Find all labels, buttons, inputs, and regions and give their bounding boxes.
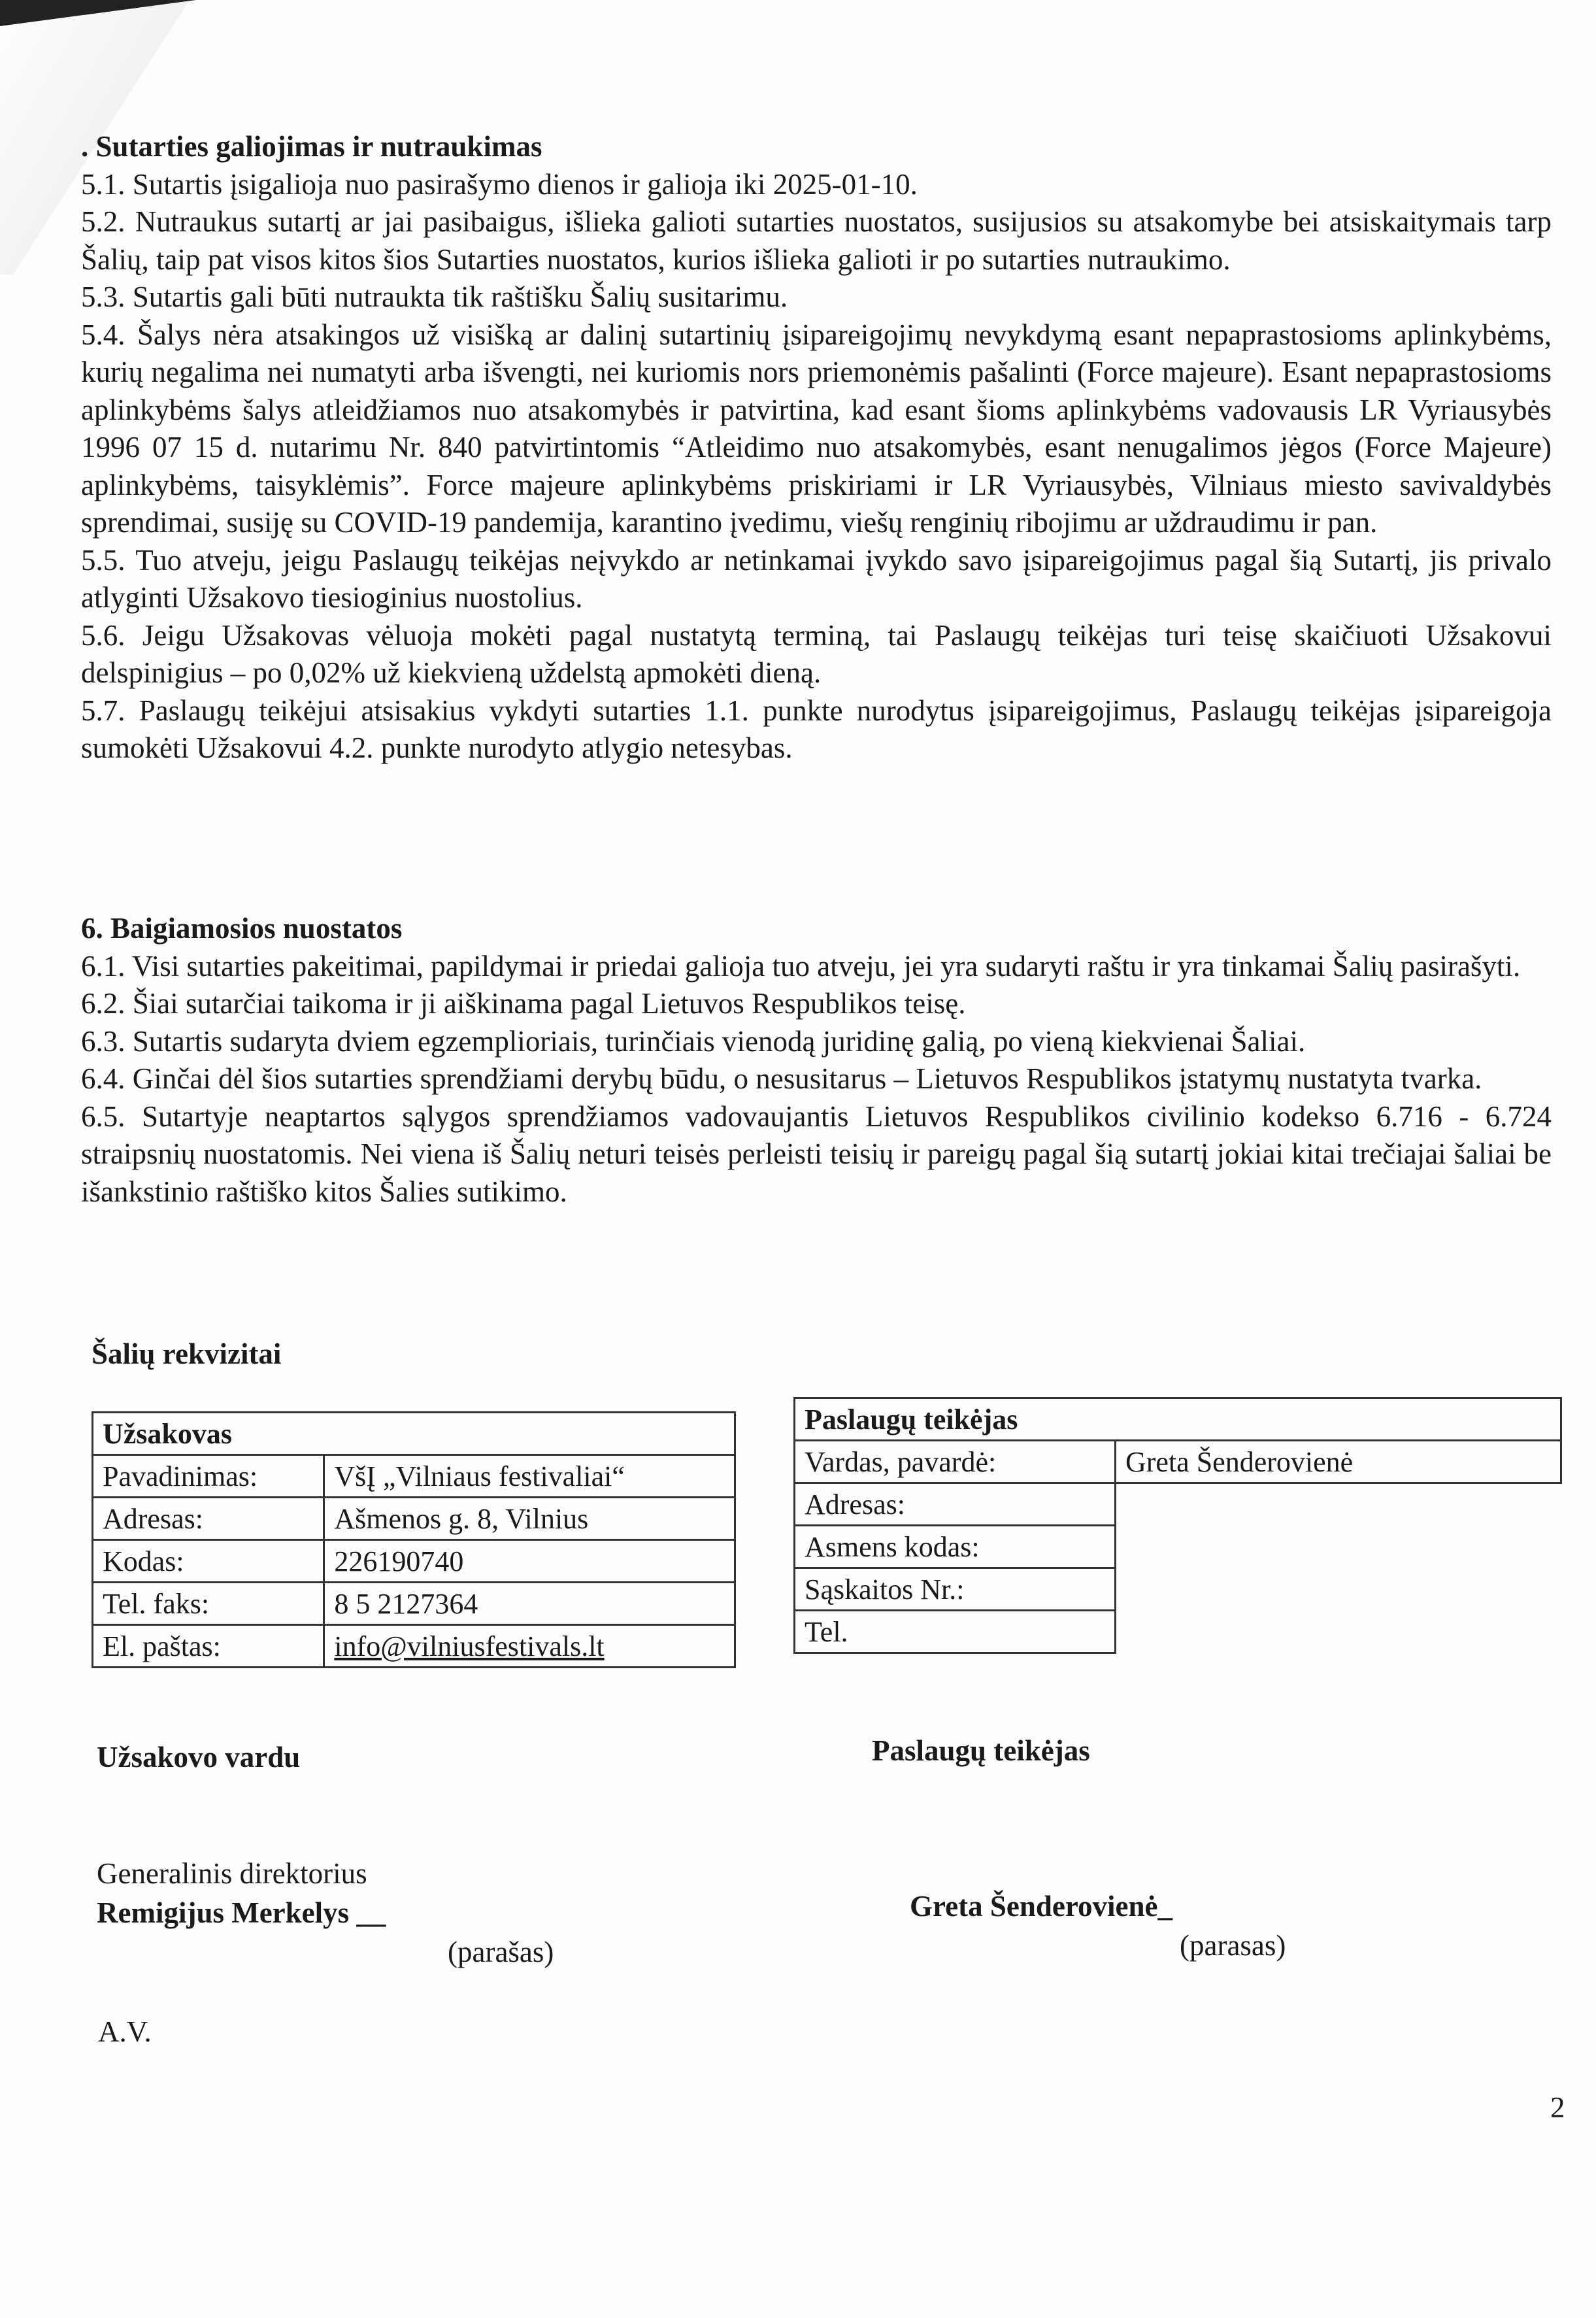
- row-value: 8 5 2127364: [324, 1583, 735, 1625]
- table-row: [795, 1526, 1561, 1568]
- row-label: Sąskaitos Nr.:: [795, 1568, 1116, 1611]
- row-value: [1116, 1483, 1561, 1526]
- provider-name: Greta Šenderovienė_: [910, 1890, 1173, 1923]
- table-row: [795, 1568, 1561, 1611]
- provider-table: [793, 1397, 1562, 1654]
- section-6-heading: 6. Baigiamosios nuostatos: [81, 912, 403, 945]
- table-row: [93, 1455, 735, 1498]
- row-value: [1116, 1611, 1561, 1653]
- provider-sign-label: (parasas): [1180, 1929, 1286, 1962]
- table-row: [93, 1583, 735, 1625]
- clause-6-4: 6.4. Ginčai dėl šios sutarties sprendžiami derybų būdu, o nesusitarus – Lietuvos Respublikos įstatymų nustatyta tvarka.: [81, 1062, 1482, 1095]
- customer-signature-heading: Užsakovo vardu: [97, 1741, 301, 1773]
- clause-5-6: 5.6. Jeigu Užsakovas vėluoja mokėti pagal nustatytą terminą, tai Paslaugų teikėjas turi teisę skaičiuoti Užsakovui delspinigius – po 0,02% už kiekvieną uždelstą apmokėti dieną.: [81, 618, 1552, 689]
- row-label: Tel. faks:: [93, 1583, 324, 1625]
- section-5: [81, 128, 1552, 767]
- customer-role: Generalinis direktorius: [97, 1857, 367, 1890]
- customer-sign-label: (parašas): [448, 1936, 554, 1968]
- customer-table-title: Užsakovas: [93, 1413, 735, 1455]
- page-number: 2: [1550, 2091, 1565, 2124]
- clause-5-5: 5.5. Tuo atveju, jeigu Paslaugų teikėjas neįvykdo ar netinkamai įvykdo savo įsipareigojimus pagal šią Sutartį, jis privalo atlyginti Užsakovo tiesioginius nuostolius.: [81, 543, 1552, 614]
- clause-5-2: 5.2. Nutraukus sutartį ar jai pasibaigus, išlieka galioti sutarties nuostatos, susijusios su atsakomybe bei atsiskaitymais tarp Šalių, taip pat visos kitos šios Sutarties nuostatos, kurios išlieka galioti ir po sutarties nutraukimo.: [81, 205, 1552, 276]
- clause-5-7: 5.7. Paslaugų teikėjui atsisakius vykdyti sutarties 1.1. punkte nurodytus įsipareigojimus, Paslaugų teikėjas įsipareigoja sumokėti Užsakovui 4.2. punkte nurodyto atlygio netesybas.: [81, 694, 1552, 764]
- customer-name: Remigijus Merkelys __: [97, 1896, 386, 1929]
- table-row: [93, 1540, 735, 1583]
- row-label: Kodas:: [93, 1540, 324, 1583]
- table-row: [795, 1441, 1561, 1483]
- row-value: [1116, 1526, 1561, 1568]
- row-label: El. paštas:: [93, 1625, 324, 1668]
- table-row: [795, 1611, 1561, 1653]
- row-value: Ašmenos g. 8, Vilnius: [324, 1498, 735, 1540]
- provider-signature-heading: Paslaugų teikėjas: [872, 1734, 1090, 1767]
- table-row: [93, 1498, 735, 1540]
- scan-corner: [0, 0, 196, 26]
- row-label: Asmens kodas:: [795, 1526, 1116, 1568]
- row-value: 226190740: [324, 1540, 735, 1583]
- clause-5-1: 5.1. Sutartis įsigalioja nuo pasirašymo dienos ir galioja iki 2025-01-10.: [81, 167, 918, 201]
- clause-6-1: 6.1. Visi sutarties pakeitimai, papildymai ir priedai galioja tuo atveju, jei yra sudaryti raštu ir yra tinkamai Šalių pasirašyti.: [81, 949, 1521, 983]
- clause-5-3: 5.3. Sutartis gali būti nutraukta tik raštišku Šalių susitarimu.: [81, 280, 788, 313]
- email-link[interactable]: info@vilniusfestivals.lt: [324, 1625, 735, 1668]
- requisites-heading: Šalių rekvizitai: [91, 1337, 282, 1370]
- row-label: Adresas:: [93, 1498, 324, 1540]
- clause-6-3: 6.3. Sutartis sudaryta dviem egzemplioriais, turinčiais vienodą juridinę galią, po vieną kiekvienai Šaliai.: [81, 1024, 1306, 1058]
- provider-table-title: Paslaugų teikėjas: [795, 1398, 1561, 1441]
- row-value: VšĮ „Vilniaus festivaliai“: [324, 1455, 735, 1498]
- row-value: Greta Šenderovienė: [1116, 1441, 1561, 1483]
- row-label: Adresas:: [795, 1483, 1116, 1526]
- clause-6-5: 6.5. Sutartyje neaptartos sąlygos sprendžiamos vadovaujantis Lietuvos Respublikos civilinio kodekso 6.716 - 6.724 straipsnių nuostatomis. Nei viena iš Šalių neturi teisės perleisti teisių ir pareigų pagal šią sutartį jokiai kitai trečiajai šaliai be išankstinio raštiško kitos Šalies sutikimo.: [81, 1100, 1552, 1208]
- clause-6-2: 6.2. Šiai sutarčiai taikoma ir ji aiškinama pagal Lietuvos Respublikos teisę.: [81, 987, 966, 1020]
- row-label: Vardas, pavardė:: [795, 1441, 1116, 1483]
- section-5-heading: . Sutarties galiojimas ir nutraukimas: [81, 130, 542, 163]
- clause-5-4: 5.4. Šalys nėra atsakingos už visišką ar dalinį sutartinių įsipareigojimų nevykdymą esant nepaprastosioms aplinkybėms, kurių negalima nei numatyti arba išvengti, nei kuriomis nors priemonėmis pašalinti (Force majeure). Esant nepaprastosioms aplinkybėms šalys atleidžiamos nuo atsakomybės ir patvirtina, kad esant šioms aplinkybėms vadovausis LR Vyriausybės 1996 07 15 d. nutarimu Nr. 840 patvirtintomis “Atleidimo nuo atsakomybės, esant nenugalimos jėgos (Force Majeure) aplinkybėms, taisyklėmis”. Force majeure aplinkybėms priskiriami ir LR Vyriausybės, Vilniaus miesto savivaldybės sprendimai, susiję su COVID-19 pandemija, karantino įvedimu, viešų renginių ribojimu ar uždraudimu ir pan.: [81, 318, 1552, 539]
- row-value: [1116, 1568, 1561, 1611]
- table-row: [795, 1483, 1561, 1526]
- row-label: Tel.: [795, 1611, 1116, 1653]
- table-row: [93, 1625, 735, 1668]
- stamp-label: A.V.: [98, 2015, 152, 2048]
- section-6: [81, 910, 1552, 1211]
- row-label: Pavadinimas:: [93, 1455, 324, 1498]
- customer-table: [91, 1411, 736, 1668]
